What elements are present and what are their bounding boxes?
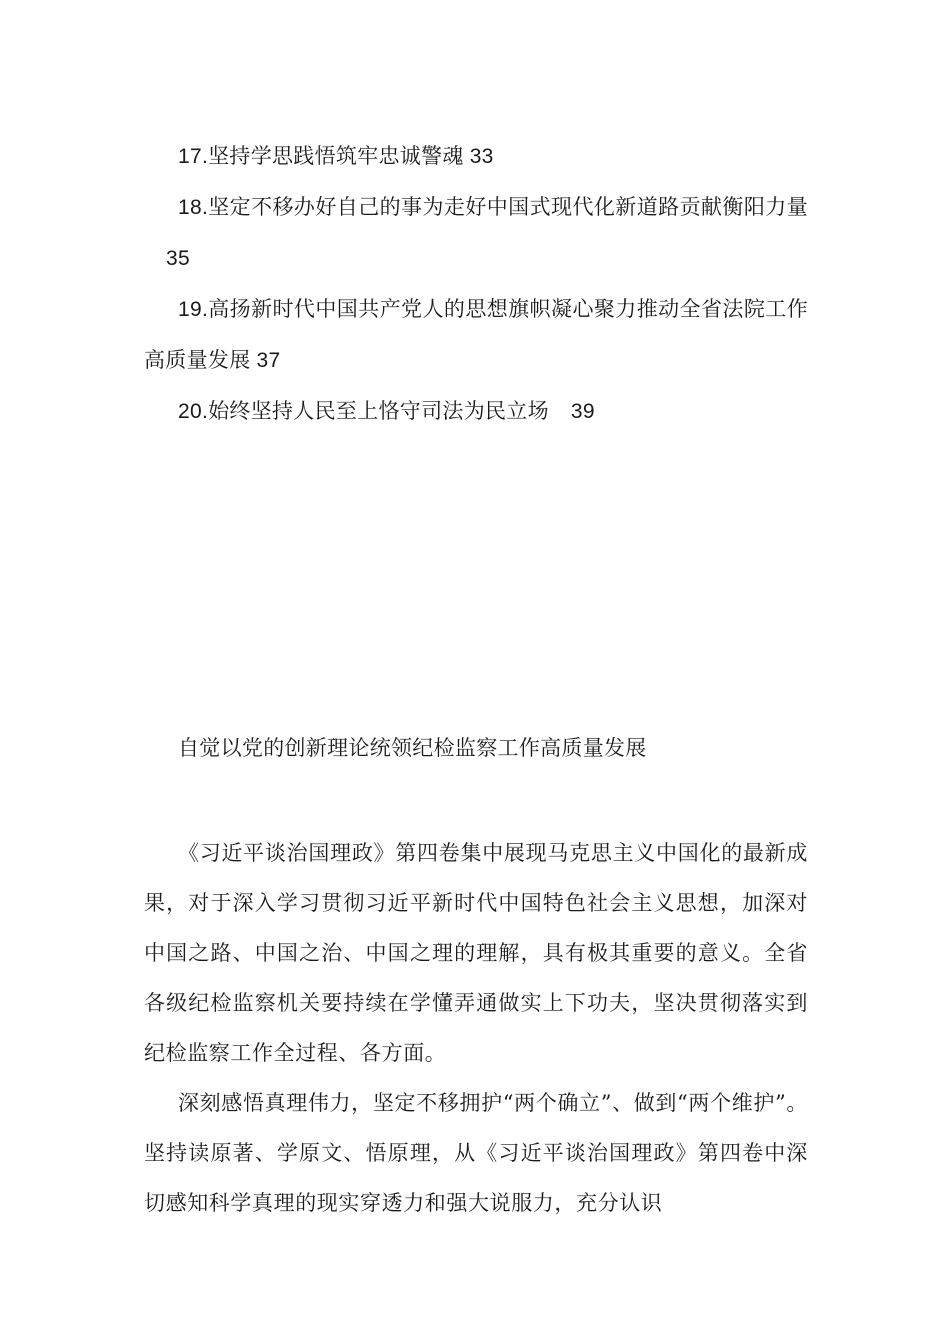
article-paragraph: 深刻感悟真理伟力，坚定不移拥护“两个确立”、做到“两个维护”。坚持读原著、学原文、悟原理，从《习近平谈治国理政》第四卷中深切感知科学真理的现实穿透力和强大说服力，充分认识 [144,1091,808,1215]
toc-entry-page: 37 [256,349,281,372]
toc-entry-title: 坚定不移办好自己的事为走好中国式现代化新道路贡献衡阳力量 [208,195,808,219]
table-of-contents [144,131,808,437]
article-paragraph: 《习近平谈治国理政》第四卷集中展现马克思主义中国化的最新成果，对于深入学习贯彻习近平新时代中国特色社会主义思想，加深对中国之路、中国之治、中国之理的理解，具有极其重要的意义。全省各级纪检监察机关要持续在学懂弄通做实上下功夫，坚决贯彻落实到纪检监察工作全过程、各方面。 [144,841,808,1065]
toc-entry [144,182,808,284]
article-body [144,828,808,1228]
toc-entry-title: 始终坚持人民至上恪守司法为民立场 [208,399,549,423]
toc-entry-title: 坚持学思践悟筑牢忠诚警魂 [208,144,464,168]
toc-entry-page: 35 [166,247,190,270]
toc-entry-number: 17. [178,145,209,168]
toc-entry-title: 高扬新时代中国共产党人的思想旗帜凝心聚力推动全省法院工作高质量发展 [144,297,808,372]
toc-entry-page: 33 [469,145,494,168]
toc-entry [144,284,808,386]
toc-entry [144,386,808,437]
toc-entry-number: 18. [178,196,209,219]
toc-entry-number: 20. [178,400,209,423]
toc-entry [144,131,808,182]
article-title: 自觉以党的创新理论统领纪检监察工作高质量发展 [178,736,647,760]
toc-entry-page: 39 [570,400,595,423]
toc-entry-number: 19. [178,298,209,321]
